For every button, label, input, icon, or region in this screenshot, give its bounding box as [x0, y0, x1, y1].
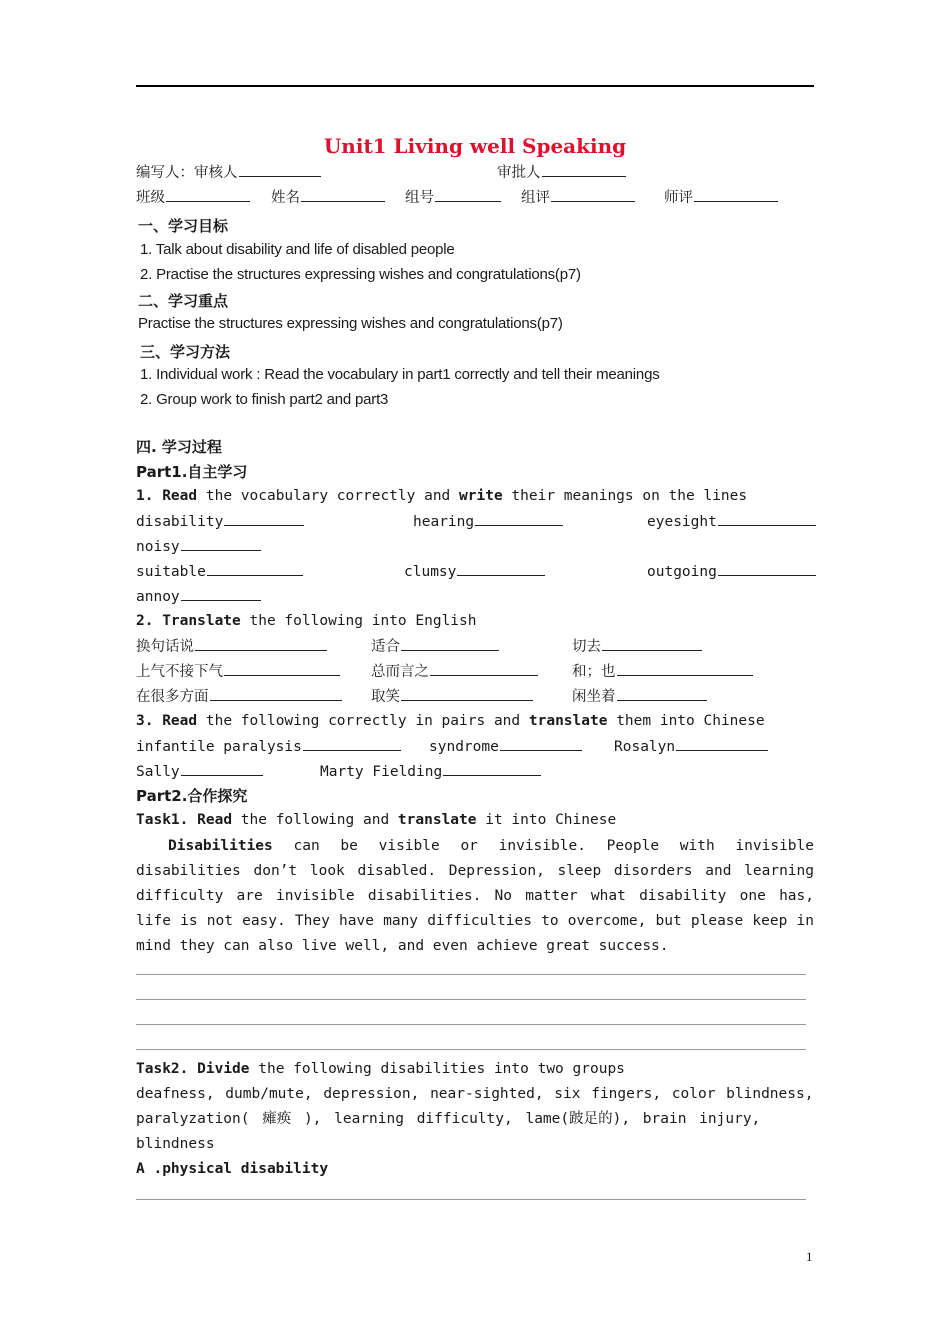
disability-list-line: paralyzation( 瘫痪 ), learning difficulty, lame(跛足的), brain injury, [136, 1111, 761, 1127]
part1-heading: Part1.自主学习 [136, 463, 248, 481]
page-number: 1 [806, 1249, 813, 1264]
part1-question-1: 1. Read the vocabulary correctly and write their meanings on the lines [136, 488, 748, 504]
method-item-1: 1. Individual work : Read the vocabulary in part1 correctly and tell their meanings [140, 366, 660, 383]
editor-field: 编写人：审核人 [136, 162, 321, 183]
name-field: 姓名 [271, 187, 385, 208]
vocab-item: outgoing [647, 561, 816, 582]
page-title: Unit1 Living well Speaking [323, 134, 627, 158]
name-item: syndrome [429, 736, 582, 757]
disability-list-line: deafness, dumb/mute, depression, near-sighted, six fingers, color blindness, [136, 1086, 814, 1102]
group-eval-field: 组评 [521, 187, 635, 208]
section-process-heading: 四. 学习过程 [136, 438, 222, 456]
vocab-item: noisy [136, 536, 261, 557]
part1-question-2: 2. Translate the following into English [136, 613, 477, 629]
phrase-item: 切去 [572, 636, 702, 657]
phrase-item: 和；也 [572, 661, 753, 682]
teacher-eval-field: 师评 [664, 187, 778, 208]
task1-instruction: Task1. Read the following and translate it into Chinese [136, 812, 617, 828]
answer-line [136, 1199, 806, 1200]
task1-passage: Disabilities can be visible or invisible. People with invisible disabilities don’t look disabled. Depression, sleep disorders and learning difficulty are invisible disabilities. No matter what disability one has, life is not easy. They have many difficulties to overcome, but please keep in mind they can also live well, and even achieve great success. [136, 838, 814, 954]
answer-line [136, 1049, 806, 1050]
objective-item-2: 2. Practise the structures expressing wishes and congratulations(p7) [140, 266, 581, 283]
vocab-item: eyesight [647, 511, 816, 532]
name-item: Rosalyn [614, 736, 768, 757]
disability-list-line: blindness [136, 1136, 215, 1152]
vocab-item: suitable [136, 561, 303, 582]
vocab-item: clumsy [404, 561, 545, 582]
section-focus-heading: 二、学习重点 [138, 292, 229, 310]
answer-line [136, 974, 806, 975]
method-item-2: 2. Group work to finish part2 and part3 [140, 391, 389, 408]
phrase-item: 适合 [371, 636, 499, 657]
phrase-item: 取笑 [371, 686, 533, 707]
part1-question-3: 3. Read the following correctly in pairs and translate them into Chinese [136, 713, 765, 729]
part2-heading: Part2.合作探究 [136, 787, 248, 805]
name-item: Marty Fielding [320, 761, 541, 782]
phrase-item: 总而言之 [371, 661, 538, 682]
answer-line [136, 999, 806, 1000]
vocab-item: disability [136, 511, 304, 532]
focus-text: Practise the structures expressing wishes and congratulations(p7) [138, 315, 563, 332]
group-number-field: 组号 [405, 187, 501, 208]
group-a-heading: A .physical disability [136, 1161, 329, 1177]
name-item: infantile paralysis [136, 736, 401, 757]
objective-item-1: 1. Talk about disability and life of disabled people [140, 241, 455, 258]
phrase-item: 换句话说 [136, 636, 327, 657]
header-rule [136, 85, 814, 87]
vocab-item: annoy [136, 586, 261, 607]
section-objectives-heading: 一、学习目标 [138, 217, 229, 235]
answer-line [136, 1024, 806, 1025]
task2-instruction: Task2. Divide the following disabilities into two groups [136, 1061, 625, 1077]
approver-field: 审批人 [497, 162, 626, 183]
section-methods-heading: 三、学习方法 [140, 343, 231, 361]
class-field: 班级 [136, 187, 250, 208]
vocab-item: hearing [413, 511, 563, 532]
phrase-item: 上气不接下气 [136, 661, 340, 682]
phrase-item: 在很多方面 [136, 686, 342, 707]
name-item: Sally [136, 761, 263, 782]
phrase-item: 闲坐着 [572, 686, 707, 707]
